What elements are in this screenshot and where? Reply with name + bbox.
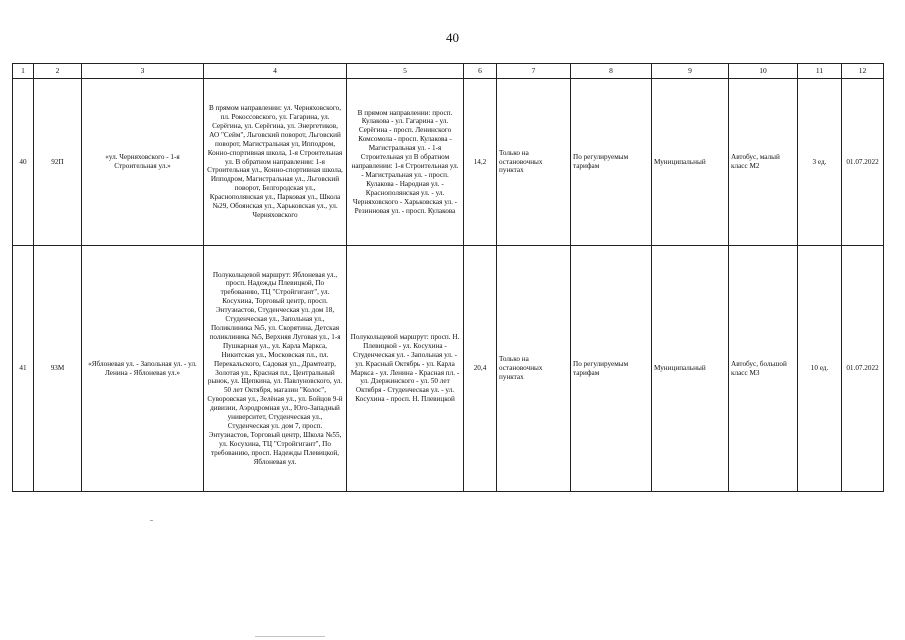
- column-header: 4: [204, 64, 347, 79]
- tariff-type: По регулируемым тарифам: [571, 246, 652, 492]
- column-header: 3: [82, 64, 204, 79]
- scan-mark: [150, 520, 153, 521]
- tariff-type: По регулируемым тарифам: [571, 79, 652, 246]
- route-stops: Полукольцевой маршрут: просп. Н. Плевицкой - ул. Косухина - Студенческая ул. - Запольная ул. - ул. Красный Октябрь - ул. Карла Маркса - ул. Ленина - Красная пл. - ул. Дзержинского - ул. 50 лет Октября - Студенческая ул. - ул. Косухина - просп. Н. Плевицкой: [347, 246, 464, 492]
- table-row: [13, 79, 884, 246]
- route-length: 20,4: [464, 246, 497, 492]
- vehicle-count: 3 ед.: [798, 79, 842, 246]
- route-streets: В прямом направлении: ул. Черняховского, пл. Рокоссовского, ул. Гагарина, ул. Серёгина, ул. Серёгина, ул. Энергетиков, АО "Сейм", Льговский поворот, Льговский поворот, Магистральная ул, Ипподром, Конно-спортивная школа, 1-я Строительная ул. В обратном направлении: 1-я Строительная ул., Конно-спортивная школа, Ипподром, Магистральная ул., Льговский поворот, Белгородская ул., Краснополянская ул., Парковая ул., Школа №29, Обоянская ул., Харьковская ул., ул. Черняховского: [204, 79, 347, 246]
- table-row: [13, 246, 884, 492]
- column-header: 7: [497, 64, 571, 79]
- page-number: 40: [446, 30, 459, 45]
- column-header: 10: [729, 64, 798, 79]
- scan-mark: [255, 636, 325, 637]
- column-header: 11: [798, 64, 842, 79]
- stop-order: Только на остановочных пунктах: [497, 79, 571, 246]
- row-number: 41: [13, 246, 34, 492]
- route-name: «ул. Черняховского - 1-я Строительная ул.»: [82, 79, 204, 246]
- column-header: 6: [464, 64, 497, 79]
- stop-order: Только на остановочных пунктах: [497, 246, 571, 492]
- vehicle-class: Автобус, большой класс М3: [729, 246, 798, 492]
- start-date: 01.07.2022: [842, 246, 884, 492]
- column-header: 8: [571, 64, 652, 79]
- row-number: 40: [13, 79, 34, 246]
- column-header: 2: [34, 64, 82, 79]
- route-number: 92П: [34, 79, 82, 246]
- vehicle-class: Автобус, малый класс М2: [729, 79, 798, 246]
- route-length: 14,2: [464, 79, 497, 246]
- transport-type: Муниципальный: [652, 79, 729, 246]
- routes-table: [12, 63, 884, 492]
- start-date: 01.07.2022: [842, 79, 884, 246]
- route-streets: Полукольцевой маршрут: Яблоневая ул., просп. Надежды Плевицкой, По требованию, ТЦ "Стройгигант", ул. Косухина, Торговый центр, просп. Энтузиастов, Студенческая ул. дом 18, Студенческая ул., Запольная ул., Поликлиника №5, ул. Скорятина, Детская поликлиника №5, Верхняя Луговая ул., 1-я Пушкарная ул., ул. Карла Маркса, Никитская ул., Московская пл., пл. Перекальского, Садовая ул., Драмтеатр, Золотая ул., Красная пл., Центральный рынок, ул. Щепкина, ул. Павлуновского, ул. 50 лет Октября, магазин "Колос", Суворовская ул., Зелёная ул., ул. Бойцов 9-й дивизии, Аэродромная ул., Юго-Западный университет, Студенческая ул., Студенческая ул. дом 7, просп. Энтузиастов, Торговый центр, Школа №55, ул. Косухина, ТЦ "Стройгигант", По требованию, просп. Надежды Плевицкой, Яблоневая ул.: [204, 246, 347, 492]
- column-header: 12: [842, 64, 884, 79]
- route-stops: В прямом направлении: просп. Кулакова - ул. Гагарина - ул. Серёгина - просп. Ленинского Комсомола - просп. Кулакова - Магистральная ул. - 1-я Строительная ул В обратном направлении: 1-я Строительная ул. - Магистральная ул. - просп. Кулакова - Народная ул. - Краснополянская ул. - ул. Черняховского - Харьковская ул. - Резинновая ул. - просп. Кулакова: [347, 79, 464, 246]
- route-number: 93М: [34, 246, 82, 492]
- column-header: 9: [652, 64, 729, 79]
- column-header: 5: [347, 64, 464, 79]
- route-name: «Яблоневая ул. - Запольная ул. - ул. Ленина - Яблоневая ул.»: [82, 246, 204, 492]
- column-number-row: [13, 64, 884, 79]
- vehicle-count: 10 ед.: [798, 246, 842, 492]
- transport-type: Муниципальный: [652, 246, 729, 492]
- column-header: 1: [13, 64, 34, 79]
